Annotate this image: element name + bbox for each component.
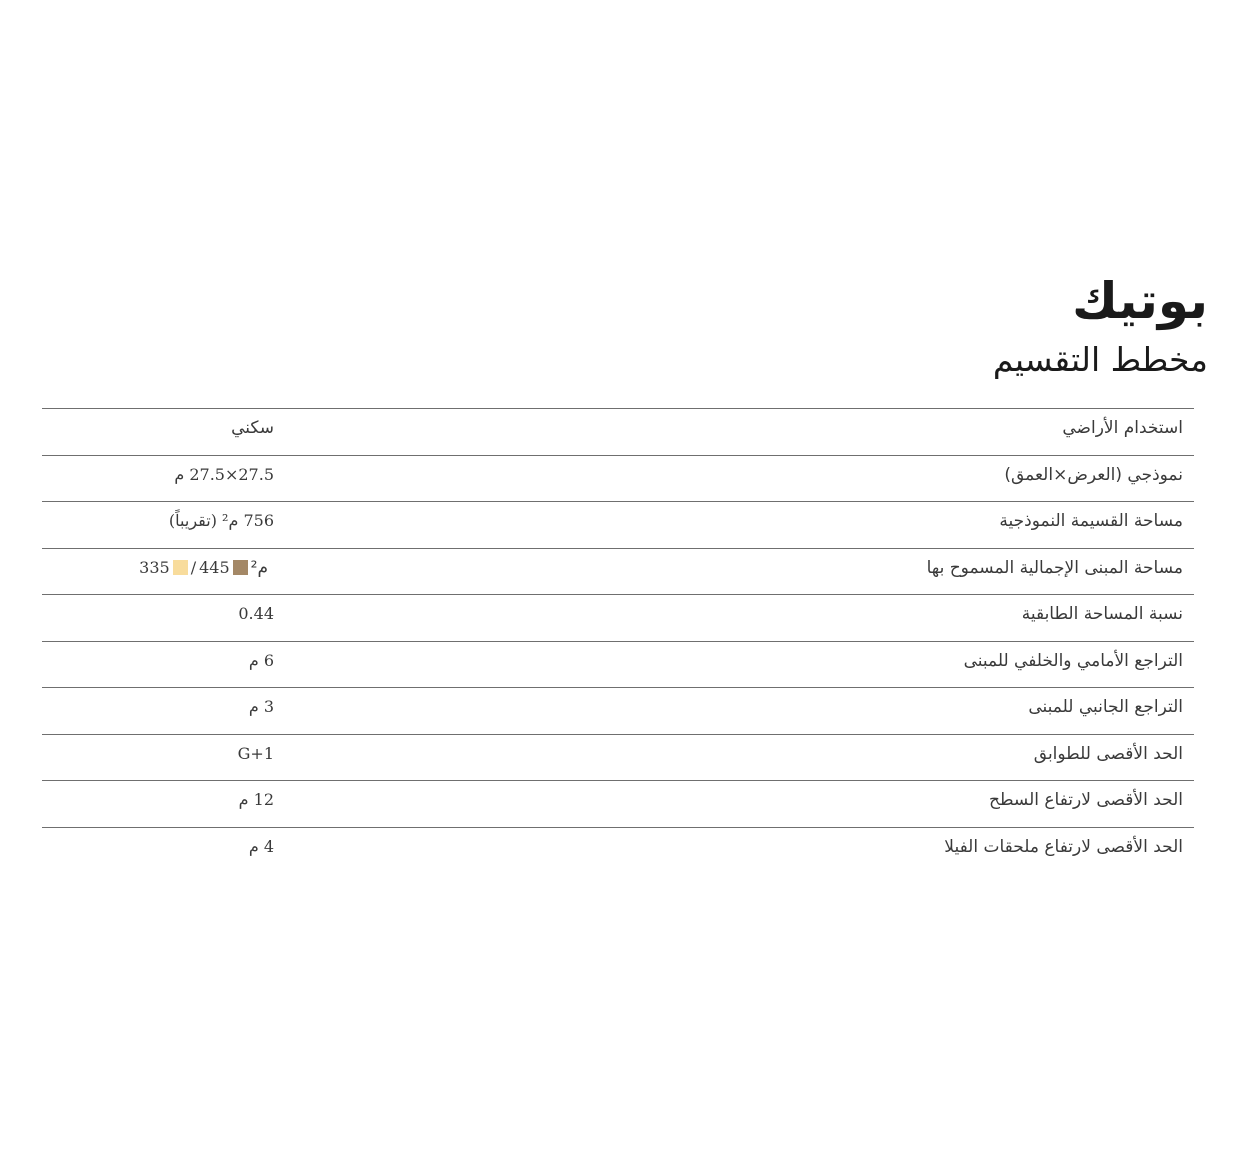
table-row (42, 642, 1194, 689)
row-value (169, 511, 274, 530)
table-row (42, 595, 1194, 642)
area-separator: / (190, 558, 197, 577)
area-value-dark: 445 (199, 558, 230, 577)
row-label: الحد الأقصى لارتفاع ملحقات الفيلا (944, 836, 1183, 857)
row-value-text: سكني (231, 418, 274, 438)
dark-color-swatch (233, 560, 248, 575)
row-value (249, 651, 274, 670)
area-unit: م² (250, 557, 268, 578)
row-label: التراجع الأمامي والخلفي للمبنى (963, 650, 1183, 671)
row-value-text: 12 م (238, 790, 274, 809)
row-value-text: 756 م² (تقريباً) (168, 511, 274, 530)
zoning-table (42, 408, 1194, 873)
row-value (139, 558, 274, 578)
table-row (42, 735, 1194, 782)
row-label: التراجع الجانبي للمبنى (1028, 697, 1183, 717)
row-value-text: 4 م (248, 836, 274, 856)
row-value-text: 0.44 (238, 604, 274, 623)
light-color-swatch (173, 560, 188, 575)
page-title: بوتيك (1072, 272, 1208, 330)
row-label: مساحة المبنى الإجمالية المسموح بها (926, 557, 1183, 578)
row-label: نموذجي (العرض×العمق) (1004, 464, 1183, 485)
page-subtitle: مخطط التقسيم (992, 340, 1208, 379)
row-label: نسبة المساحة الطابقية (1021, 604, 1183, 624)
table-row (42, 456, 1194, 503)
table-row (42, 781, 1194, 828)
table-row (42, 549, 1194, 596)
row-value (174, 465, 274, 484)
row-label: الحد الأقصى لارتفاع السطح (988, 790, 1183, 810)
row-value-text: G+1 (237, 743, 274, 763)
table-row (42, 502, 1194, 549)
row-label: الحد الأقصى للطوابق (1033, 743, 1183, 764)
header (993, 268, 1208, 382)
row-value (238, 604, 274, 623)
table-row (42, 409, 1194, 456)
table-row (42, 828, 1194, 874)
area-value-light: 335 (139, 558, 170, 577)
row-label: مساحة القسيمة النموذجية (999, 511, 1183, 531)
row-value-text: 27.5×27.5 م (174, 464, 274, 484)
table-row (42, 688, 1194, 735)
row-value (238, 744, 274, 763)
row-value-text: 6 م (248, 650, 274, 670)
row-label: استخدام الأراضي (1062, 418, 1183, 438)
row-value-text: 3 م (248, 697, 274, 716)
row-value (239, 790, 274, 809)
row-value (249, 697, 274, 716)
row-value (249, 837, 274, 856)
row-value (231, 418, 274, 438)
